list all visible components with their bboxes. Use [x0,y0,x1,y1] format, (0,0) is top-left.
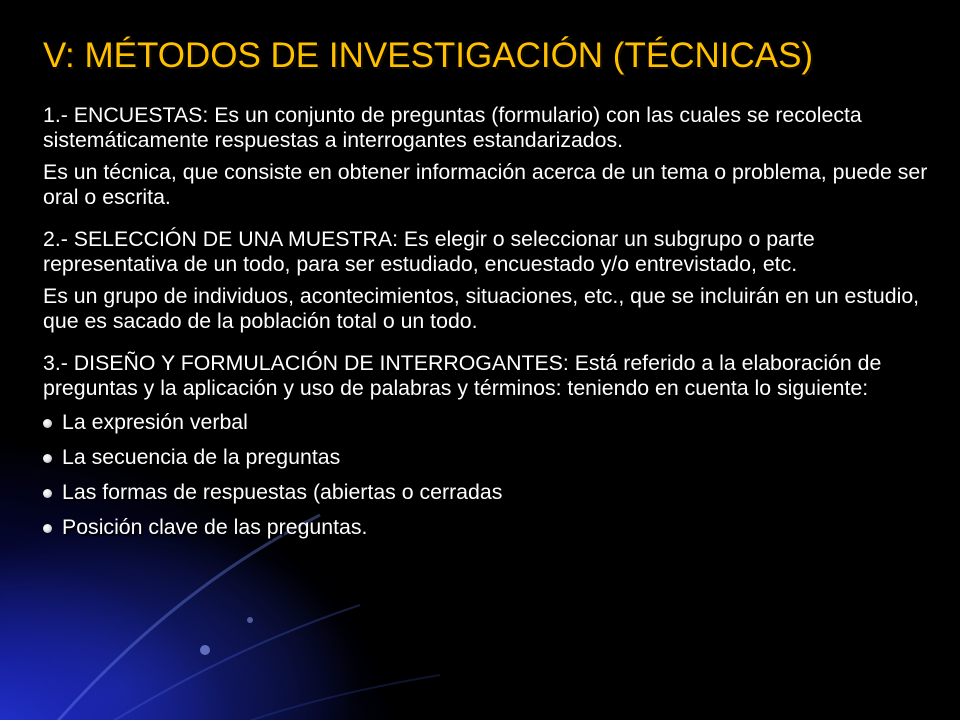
bullet-icon [43,419,52,428]
slide-title: V: MÉTODOS DE INVESTIGACIÓN (TÉCNICAS) [43,36,814,75]
bullet-text: La secuencia de la preguntas [62,445,341,469]
bullet-text: Las formas de respuestas (abiertas o cerradas [62,480,503,504]
bullet-item [43,515,933,540]
bullet-text: La expresión verbal [62,410,248,434]
bullet-item [43,480,933,505]
bullet-item [43,445,933,470]
paragraph-encuestas-detail: Es un técnica, que consiste en obtener información acerca de un tema o problema, puede ser oral o escrita. [43,160,928,209]
bullet-list [43,410,933,540]
paragraph-muestra: 2.- SELECCIÓN DE UNA MUESTRA: Es elegir o seleccionar un subgrupo o parte representativa de un todo, para ser estudiado, encuestado y/o entrevistado, etc. [43,227,815,276]
slide-content [43,103,933,540]
bullet-icon [43,489,52,498]
paragraph-muestra-detail: Es un grupo de individuos, acontecimientos, situaciones, etc., que se incluirán en un estudio, que es sacado de la población total o un todo. [43,284,920,333]
bullet-icon [43,454,52,463]
bullet-text: Posición clave de las preguntas. [62,515,368,539]
paragraph-interrogantes: 3.- DISEÑO Y FORMULACIÓN DE INTERROGANTES: Está referido a la elaboración de preguntas y la aplicación y uso de palabras y términos: teniendo en cuenta lo siguiente: [43,351,882,400]
paragraph-encuestas: 1.- ENCUESTAS: Es un conjunto de preguntas (formulario) con las cuales se recolecta sistemáticamente respuestas a interrogantes estandarizados. [43,103,862,152]
bullet-item [43,410,933,435]
bullet-icon [43,524,52,533]
